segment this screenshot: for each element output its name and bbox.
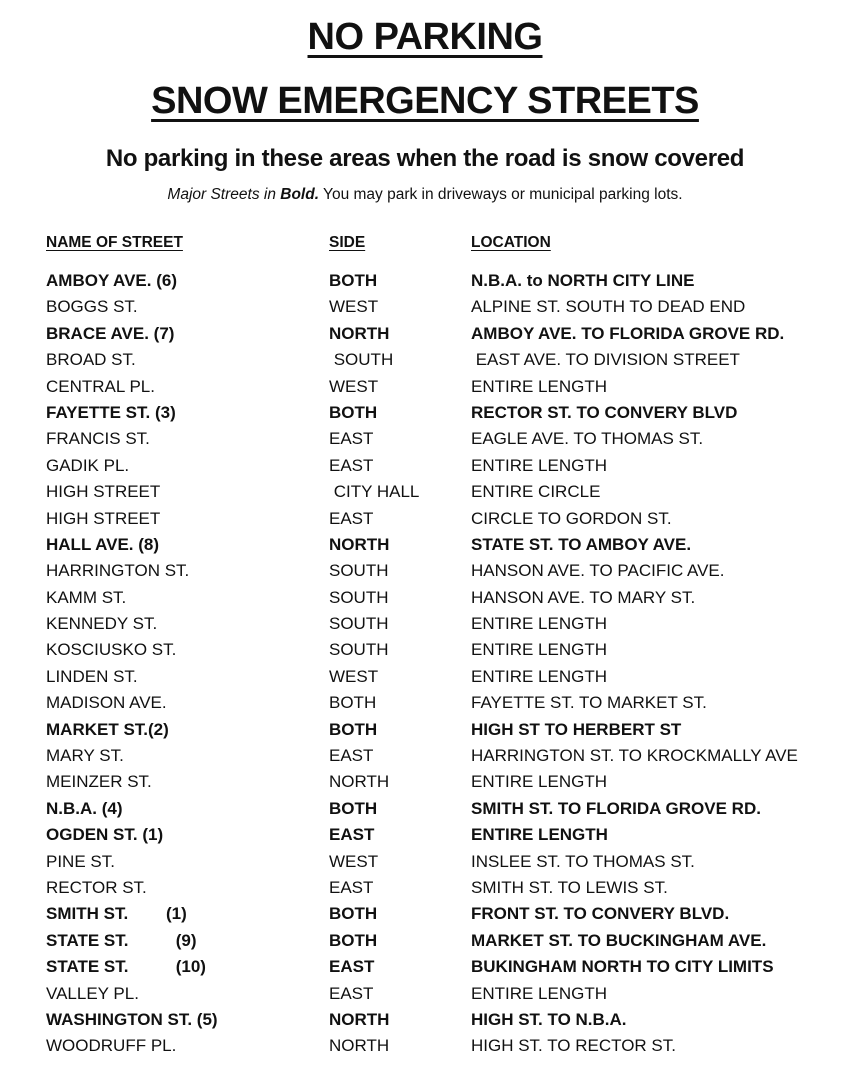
street-location: FRONT ST. TO CONVERY BLVD. bbox=[471, 904, 730, 924]
street-side: NORTH bbox=[329, 772, 390, 792]
street-side: NORTH bbox=[329, 323, 390, 343]
table-row bbox=[0, 347, 850, 373]
street-side: WEST bbox=[329, 851, 379, 871]
street-location: ENTIRE LENGTH bbox=[471, 376, 608, 396]
table-row bbox=[0, 585, 850, 611]
street-side: BOTH bbox=[329, 719, 378, 739]
table-row bbox=[0, 532, 850, 558]
street-name: KAMM ST. bbox=[46, 587, 127, 607]
table-row bbox=[0, 1033, 850, 1059]
street-location: ENTIRE LENGTH bbox=[471, 640, 608, 660]
street-name: PINE ST. bbox=[46, 851, 115, 871]
street-side: SOUTH bbox=[329, 561, 389, 581]
street-name: HALL AVE. (8) bbox=[46, 534, 160, 554]
column-header-name: NAME OF STREET bbox=[46, 234, 183, 251]
street-location: ENTIRE CIRCLE bbox=[471, 482, 601, 502]
table-row bbox=[0, 374, 850, 400]
street-name: BOGGS ST. bbox=[46, 297, 138, 317]
street-location: HANSON AVE. TO MARY ST. bbox=[471, 587, 696, 607]
street-side: BOTH bbox=[329, 271, 378, 290]
table-row bbox=[0, 558, 850, 584]
table-row bbox=[0, 796, 850, 822]
note-rest: You may park in driveways or municipal parking lots. bbox=[319, 186, 683, 203]
street-location: SMITH ST. TO FLORIDA GROVE RD. bbox=[471, 798, 761, 818]
street-side: WEST bbox=[329, 297, 379, 317]
table-row bbox=[0, 901, 850, 927]
street-location: N.B.A. to NORTH CITY LINE bbox=[471, 271, 695, 290]
street-location: CIRCLE TO GORDON ST. bbox=[471, 508, 672, 528]
street-side: SOUTH bbox=[329, 614, 389, 634]
street-name: STATE ST. (9) bbox=[46, 930, 197, 950]
street-name: HIGH STREET bbox=[46, 482, 161, 502]
subtitle: No parking in these areas when the road is snow covered bbox=[105, 145, 745, 172]
street-location: HIGH ST. TO N.B.A. bbox=[471, 1009, 627, 1029]
street-side: BOTH bbox=[329, 402, 378, 422]
street-name: BROAD ST. bbox=[46, 350, 136, 370]
table-row bbox=[0, 426, 850, 452]
street-side: EAST bbox=[329, 983, 374, 1003]
street-location: EAST AVE. TO DIVISION STREET bbox=[471, 350, 740, 370]
street-side: SOUTH bbox=[329, 640, 389, 660]
street-name: HIGH STREET bbox=[46, 508, 161, 528]
street-name: VALLEY PL. bbox=[46, 983, 139, 1003]
street-side: EAST bbox=[329, 508, 374, 528]
street-location: SMITH ST. TO LEWIS ST. bbox=[471, 877, 668, 897]
table-row bbox=[0, 1007, 850, 1033]
street-name: FRANCIS ST. bbox=[46, 429, 150, 449]
street-location: ALPINE ST. SOUTH TO DEAD END bbox=[471, 297, 746, 317]
street-side: NORTH bbox=[329, 1036, 390, 1056]
street-table bbox=[0, 268, 850, 1060]
table-row bbox=[0, 875, 850, 901]
street-name: WOODRUFF PL. bbox=[46, 1036, 177, 1056]
column-header-side: SIDE bbox=[329, 234, 366, 251]
table-row bbox=[0, 769, 850, 795]
note bbox=[0, 186, 850, 204]
title-no-parking bbox=[0, 16, 850, 59]
street-location: HIGH ST TO HERBERT ST bbox=[471, 719, 682, 739]
street-side: WEST bbox=[329, 376, 379, 396]
street-location: ENTIRE LENGTH bbox=[471, 983, 608, 1003]
street-name: MARKET ST.(2) bbox=[46, 719, 169, 739]
note-italic: Major Streets in bbox=[167, 186, 281, 203]
street-name: FAYETTE ST. (3) bbox=[46, 402, 176, 422]
table-row bbox=[0, 611, 850, 637]
street-location: HIGH ST. TO RECTOR ST. bbox=[471, 1036, 676, 1056]
street-side: EAST bbox=[329, 746, 374, 766]
street-name: N.B.A. (4) bbox=[46, 798, 123, 818]
street-side: EAST bbox=[329, 429, 374, 449]
table-row bbox=[0, 400, 850, 426]
street-name: GADIK PL. bbox=[46, 455, 130, 475]
street-side: EAST bbox=[329, 455, 374, 475]
street-location: MARKET ST. TO BUCKINGHAM AVE. bbox=[471, 930, 767, 950]
street-location: HARRINGTON ST. TO KROCKMALLY AVE bbox=[471, 746, 798, 766]
street-name: STATE ST. (10) bbox=[46, 957, 206, 977]
table-row bbox=[0, 822, 850, 848]
street-location: EAGLE AVE. TO THOMAS ST. bbox=[471, 429, 704, 449]
title-text: SNOW EMERGENCY STREETS bbox=[151, 80, 699, 122]
street-side: WEST bbox=[329, 666, 379, 686]
table-row bbox=[0, 981, 850, 1007]
street-location: FAYETTE ST. TO MARKET ST. bbox=[471, 693, 707, 713]
street-name: HARRINGTON ST. bbox=[46, 561, 190, 581]
street-location: ENTIRE LENGTH bbox=[471, 825, 608, 845]
table-row bbox=[0, 506, 850, 532]
street-side: BOTH bbox=[329, 930, 378, 950]
table-row bbox=[0, 954, 850, 980]
street-location: ENTIRE LENGTH bbox=[471, 455, 608, 475]
street-name: LINDEN ST. bbox=[46, 666, 138, 686]
table-row bbox=[0, 268, 850, 294]
table-row bbox=[0, 717, 850, 743]
street-location: ENTIRE LENGTH bbox=[471, 666, 608, 686]
title-text: NO PARKING bbox=[307, 16, 543, 58]
street-name: MARY ST. bbox=[46, 746, 124, 766]
table-row bbox=[0, 637, 850, 663]
street-location: ENTIRE LENGTH bbox=[471, 614, 608, 634]
street-side: BOTH bbox=[329, 798, 378, 818]
street-side: EAST bbox=[329, 957, 375, 977]
street-side: BOTH bbox=[329, 904, 378, 924]
street-location: STATE ST. TO AMBOY AVE. bbox=[471, 534, 692, 554]
street-name: AMBOY AVE. (6) bbox=[46, 271, 177, 290]
street-location: RECTOR ST. TO CONVERY BLVD bbox=[471, 402, 738, 422]
table-row bbox=[0, 664, 850, 690]
street-location: ENTIRE LENGTH bbox=[471, 772, 608, 792]
street-side: SOUTH bbox=[329, 350, 394, 370]
street-name: RECTOR ST. bbox=[46, 877, 147, 897]
street-location: BUKINGHAM NORTH TO CITY LIMITS bbox=[471, 957, 774, 977]
table-row bbox=[0, 321, 850, 347]
street-side: SOUTH bbox=[329, 587, 389, 607]
street-name: BRACE AVE. (7) bbox=[46, 323, 175, 343]
street-name: CENTRAL PL. bbox=[46, 376, 155, 396]
street-side: BOTH bbox=[329, 693, 377, 713]
street-side: NORTH bbox=[329, 534, 390, 554]
column-header-location: LOCATION bbox=[471, 234, 551, 251]
street-name: MADISON AVE. bbox=[46, 693, 167, 713]
table-row bbox=[0, 849, 850, 875]
street-name: KOSCIUSKO ST. bbox=[46, 640, 177, 660]
street-side: NORTH bbox=[329, 1009, 390, 1029]
table-row bbox=[0, 743, 850, 769]
street-side: CITY HALL bbox=[329, 482, 420, 502]
street-side: EAST bbox=[329, 825, 375, 845]
street-location: INSLEE ST. TO THOMAS ST. bbox=[471, 851, 695, 871]
table-row bbox=[0, 294, 850, 320]
table-row bbox=[0, 690, 850, 716]
street-side: EAST bbox=[329, 877, 374, 897]
note-bold: Bold. bbox=[280, 186, 320, 203]
table-row bbox=[0, 453, 850, 479]
table-row bbox=[0, 479, 850, 505]
street-location: HANSON AVE. TO PACIFIC AVE. bbox=[471, 561, 725, 581]
table-row bbox=[0, 928, 850, 954]
street-name: SMITH ST. (1) bbox=[46, 904, 187, 924]
street-name: WASHINGTON ST. (5) bbox=[46, 1009, 218, 1029]
street-name: MEINZER ST. bbox=[46, 772, 152, 792]
street-location: AMBOY AVE. TO FLORIDA GROVE RD. bbox=[471, 323, 785, 343]
title-snow-emergency-streets bbox=[0, 80, 850, 123]
street-name: OGDEN ST. (1) bbox=[46, 825, 164, 845]
street-name: KENNEDY ST. bbox=[46, 614, 158, 634]
